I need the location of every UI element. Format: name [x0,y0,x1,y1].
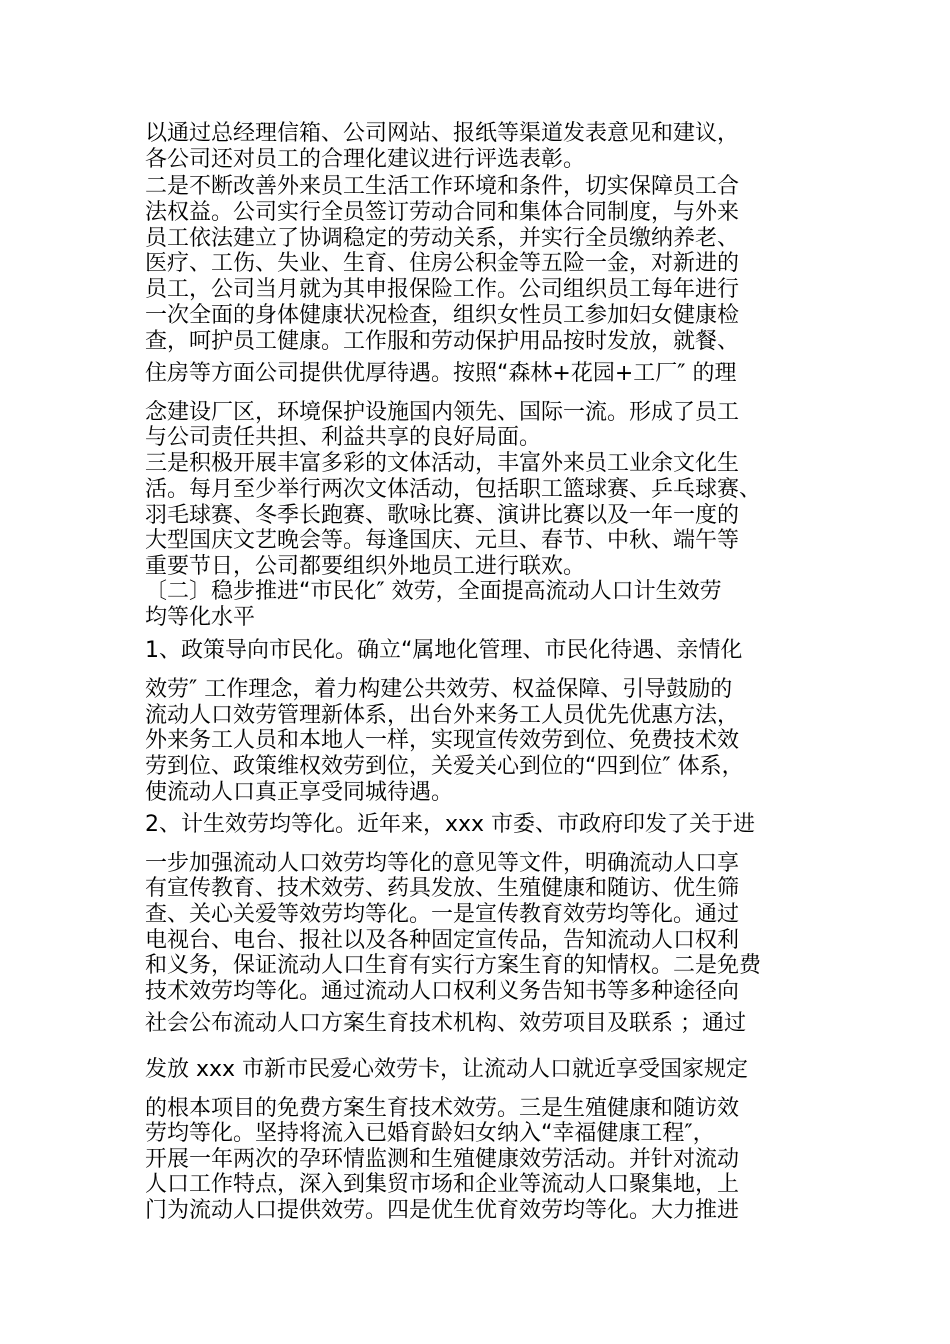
text-line: 2、计生效劳均等化。近年来，xxx 市委、市政府印发了关于进 [145,812,756,837]
text-line: 二是不断改善外来员工生活工作环境和条件，切实保障员工合 [145,174,740,199]
text-line: 社会公布流动人口方案生育技术机构、效劳项目及联系 ；通过 [145,1011,746,1036]
text-line: 一步加强流动人口效劳均等化的意见等文件，明确流动人口享 [145,851,740,876]
text-line: 劳均等化。坚持将流入已婚育龄妇女纳入“幸福健康工程″， [145,1121,715,1146]
text-line: 住房等方面公司提供优厚待遇。按照“森林+花园+工厂″ 的理 [145,361,737,386]
text-line: 人口工作特点，深入到集贸市场和企业等流动人口聚集地，上 [145,1172,740,1197]
text-line: 员工，公司当月就为其申报保险工作。公司组织员工每年进行 [145,277,740,302]
text-line: 查，呵护员工健康。工作服和劳动保护用品按时发放，就餐、 [145,329,740,354]
section-heading: 均等化水平 [145,605,256,630]
text-line: 员工依法建立了协调稳定的劳动关系，并实行全员缴纳养老、 [145,226,740,251]
text-line: 外来务工人员和本地人一样，实现宣传效劳到位、免费技术效 [145,728,740,753]
text-line: 门为流动人口提供效劳。四是优生优育效劳均等化。大力推进 [145,1198,740,1223]
text-line: 查、关心关爱等效劳均等化。一是宣传教育效劳均等化。通过 [145,902,740,927]
text-line: 各公司还对员工的合理化建议进行评选表彰。 [145,147,586,172]
text-line: 大型国庆文艺晚会等。每逢国庆、元旦、春节、中秋、端午等 [145,528,740,553]
text-line: 使流动人口真正享受同城待遇。 [145,780,454,805]
text-line: 三是积极开展丰富多彩的文体活动，丰富外来员工业余文化生 [145,451,740,476]
text-line: 技术效劳均等化。通过流动人口权利义务告知书等多种途径向 [145,979,740,1004]
text-line: 医疗、工伤、失业、生育、住房公积金等五险一金，对新进的 [145,251,740,276]
text-line: 流动人口效劳管理新体系，出台外来务工人员优先优惠方法， [145,703,740,728]
text-line: 念建设厂区，环境保护设施国内领先、国际一流。形成了员工 [145,400,740,425]
text-line: 和义务，保证流动人口生育有实行方案生育的知情权。二是免费 [145,953,762,978]
text-line: 以通过总经理信箱、公司网站、报纸等渠道发表意见和建议， [145,121,740,146]
text-line: 开展一年两次的孕环情监测和生殖健康效劳活动。并针对流动 [145,1147,740,1172]
text-line: 发放 xxx 市新市民爱心效劳卡，让流动人口就近享受国家规定 [145,1057,749,1082]
text-line: 有宣传教育、技术效劳、药具发放、生殖健康和随访、优生筛 [145,876,740,901]
text-line: 活。每月至少举行两次文体活动，包括职工篮球赛、乒乓球赛、 [145,477,762,502]
text-line: 与公司责任共担、利益共享的良好局面。 [145,425,542,450]
text-line: 劳到位、政策维权效劳到位，关爱关心到位的“四到位″ 体系， [145,754,744,779]
text-line: 重要节日，公司都要组织外地员工进行联欢。 [145,554,586,579]
text-line: 法权益。公司实行全员签订劳动合同和集体合同制度，与外来 [145,200,740,225]
text-line: 电视台、电台、报社以及各种固定宣传品，告知流动人口权利 [145,928,740,953]
text-line: 效劳″ 工作理念，着力构建公共效劳、权益保障、引导鼓励的 [145,677,733,702]
text-line: 的根本项目的免费方案生育技术效劳。三是生殖健康和随访效 [145,1096,740,1121]
text-line: 羽毛球赛、冬季长跑赛、歌咏比赛、演讲比赛以及一年一度的 [145,503,740,528]
text-line: 1、政策导向市民化。确立“属地化管理、市民化待遇、亲情化 [145,638,743,663]
section-heading: 〔二〕稳步推进“市民化″ 效劳，全面提高流动人口计生效劳 [145,579,722,604]
text-line: 一次全面的身体健康状况检查，组织女性员工参加妇女健康检 [145,303,740,328]
